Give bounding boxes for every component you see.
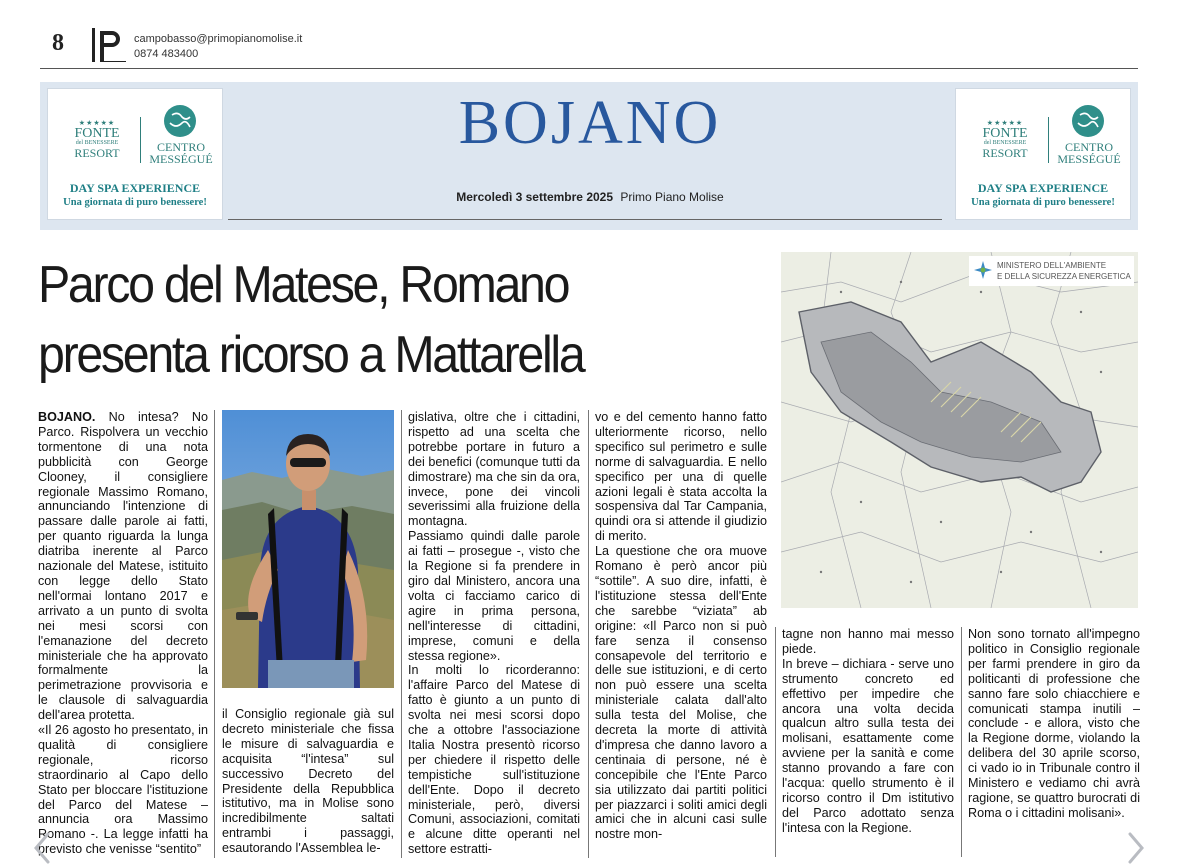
contact-email: campobasso@primopianomolise.it [134,33,303,45]
column-divider [214,410,215,858]
centro-label: CENTRO [1065,140,1113,154]
park-map [781,252,1138,608]
column-text: La questione che ora muove Romano è però ancor più “sottile”. A suo dire, infatti, è l'istituzione stessa dell'Ente che sarebbe “viziata” ab origine: «Il Parco non si può fare senza il consenso consapevole del territorio e delle sue istituzioni, e di certo non può essere una scelta ministeriale calata dall'alto sulla testa del Molise, che decreta la morte di attività d'impresa che danno lavoro a centinaia di persone, né è concepibile che l'Ente Parco sia utilizzato dai partiti politici per piazzarci i soliti amici degli amici che in alcuni casi sulle nostre mon- [595,544,767,842]
column-text: In breve – dichiara - serve uno strumento concreto ed effettivo per impedire che ancora una volta decida qualcun altro sulla testa dei molisani, esattamente come avviene per la sanità e come stanno provando a fare con l'acqua: quello strumento è il ricorso contro il Dm istitutivo del Parco adottato senza l'intesa con la Regione. [782,656,954,835]
day-spa-label: DAY SPA EXPERIENCE [977,181,1109,195]
column-text: Non sono tornato all'impegno politico in Consiglio regionale per farmi prendere in giro da politicanti di professione che sanno fare solo chiacchiere e comunicati stampa inutili – conclude - e allora, visto che la Regione dorme, violando la delibera del 30 aprile scorso, ci vado io in Tribunale contro il Ministero e vediamo chi avrà ragione, se quattro burocrati di Roma o i cittadini molisani». [968,627,1140,820]
page-number: 8 [52,30,64,56]
top-divider [40,68,1138,69]
messegue-label: MESSÉGUÉ [149,152,213,166]
day-spa-label: DAY SPA EXPERIENCE [69,181,201,195]
paper-name: Primo Piano Molise [620,190,724,204]
fonte-resort-logo [56,119,138,159]
centro-label: CENTRO [157,140,205,154]
benessere-label: del BENESSERE [983,140,1027,146]
column-text: In molti lo ricorderanno: l'affaire Parco del Matese di fatto è giunto a un punto di svolta nei mesi scorsi dopo che a ottobre l'associazione Italia Nostra presentò ricorso per chiedere il rispetto delle tempistiche sull'istituzione dell'Ente. Dopo il decreto ministeriale, però, diversi Comuni, associazioni, comitati e alcune ditte operanti nel settore estratti- [408,663,580,857]
ministry-star-icon [973,260,993,280]
headline [38,250,726,390]
newspaper-logo [92,28,128,66]
column-divider [961,627,962,857]
resort-label: RESORT [982,146,1028,160]
ad-divider [1048,117,1049,163]
section-title: BOJANO [458,89,722,157]
spa-advert-left[interactable] [47,88,223,220]
fonte-label: FONTE [74,126,120,141]
issue-line [230,190,950,204]
spa-advert-right[interactable] [955,88,1131,220]
headline-line-2: presenta ricorso a Mattarella [38,326,584,384]
ad-tagline: Una giornata di puro benessere! [63,197,207,208]
ministry-name-line-1: MINISTERO DELL'AMBIENTE [997,261,1107,270]
article-column-2 [222,707,394,856]
column-text: vo e del cemento hanno fatto ulteriormente ricorso, nello specifico sul perimetro e sulle norme di salvaguardia. E nello specifico per una di quelle azioni legali è stata accolta la sospensiva dal Tar Campania, quindi ora si attende il giudizio di merito. [595,410,767,544]
article-column-5 [782,627,954,836]
contact-phone: 0874 483400 [134,48,199,60]
chevron-left-icon[interactable] [30,830,56,866]
article-photo [222,410,394,688]
column-text: il Consiglio regionale già sul decreto ministeriale che fissa le misure di salvaguardia e acquisita “l'intesa” sul successivo Decreto del Presidente della Repubblica istitutivo, ma in Molise sono incredibilmente saltati entrambi i passaggi, esautorando l'Assemblea le- [222,707,394,856]
ad-tagline: Una giornata di puro benessere! [971,197,1115,208]
rating-stars: ★★★★★ [986,119,1024,127]
benessere-label: del BENESSERE [75,140,119,146]
article-column-4 [595,410,767,842]
headline-line-1: Parco del Matese, Romano [38,256,569,314]
column-divider [775,627,776,857]
chevron-right-icon[interactable] [1122,830,1148,866]
centro-messegue-logo [1054,141,1124,165]
fonte-label: FONTE [982,126,1028,141]
column-divider [401,410,402,858]
column-divider [588,410,589,858]
globe-icon [162,103,198,139]
column-text: gislativa, oltre che i cittadini, rispetto ad una scelta che potrebbe portare in futuro a dei benefici (comunque tutti da dimostrare) ma che sin da ora, invece, pone dei vincoli severissimi alla fruizione della montagna. [408,410,580,529]
column-text: tagne non hanno mai messo piede. [782,627,954,656]
issue-date: Mercoledì 3 settembre 2025 [456,190,614,204]
centro-messegue-logo [146,141,216,165]
ministry-label [969,256,1134,286]
column-text: Passiamo quindi dalle parole ai fatti – prosegue -, visto che la Regione si fa prendere in giro dal Ministero, ancora una volta ci facciamo carico di agire in prima persona, nell'interesse di cittadini, imprese, comuni e della stessa regione». [408,529,580,663]
article-column-6 [968,627,1140,821]
rating-stars: ★★★★★ [78,119,116,127]
ad-divider [140,117,141,163]
column-text: «Il 26 agosto ho presentato, in qualità di consigliere regionale, ricorso straordinario al Capo dello Stato per bloccare l'istituzione del Parco del Matese – annuncia ora Massimo Romano -. La legge infatti ha previsto che venisse “sentito” [38,723,208,857]
globe-icon [1070,103,1106,139]
fonte-resort-logo [964,119,1046,159]
column-text: No intesa? No Parco. Rispolvera un vecchio tormentone di una nota pubblicità con George Clooney, il consigliere regionale Massimo Romano, annunciando l'intenzione di passare dalle parole ai fatti, per quanto riguarda la lunga diatriba inerente al Parco nazionale del Matese, istituito con legge dello Stato nell'ormai lontano 2017 e arrivato a un punto di svolta nei mesi scorsi con l'emanazione del decreto ministeriale che ha approvato formalmente la perimetrazione provvisoria e le clausole di salvaguardia dell'area protetta. [38,410,208,723]
article-column-1 [38,410,208,857]
banner-divider [228,219,942,220]
messegue-label: MESSÉGUÉ [1057,152,1121,166]
dateline: BOJANO. [38,410,96,424]
resort-label: RESORT [74,146,120,160]
map-graphic [781,252,1138,608]
ministry-name-line-2: E DELLA SICUREZZA ENERGETICA [997,272,1131,281]
article-column-3 [408,410,580,857]
